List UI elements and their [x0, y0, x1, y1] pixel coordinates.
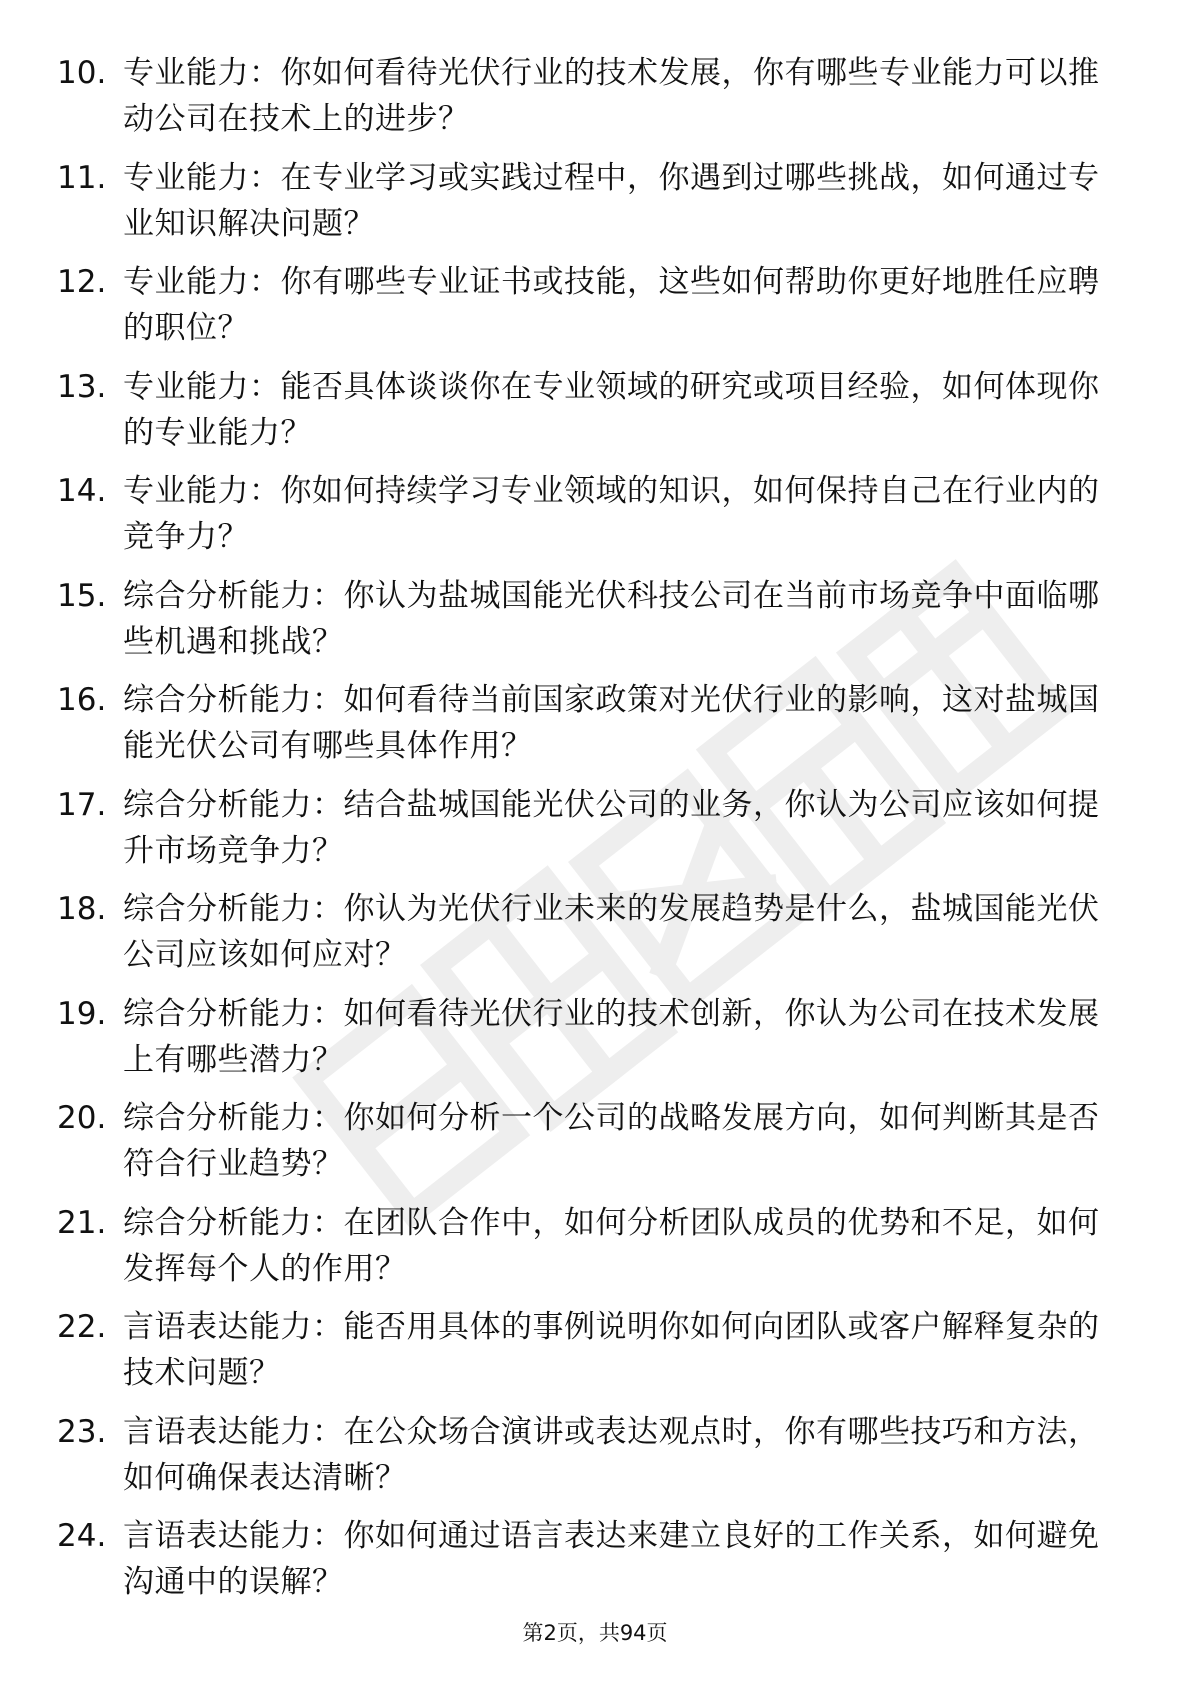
question-text: 专业能力：你有哪些专业证书或技能，这些如何帮助你更好地胜任应聘的职位？ — [123, 264, 1100, 346]
question-item-13 — [57, 364, 1117, 469]
question-number: 24. — [57, 1518, 107, 1554]
question-number: 23. — [57, 1413, 107, 1450]
question-text: 言语表达能力：你如何通过语言表达来建立良好的工作关系，如何避免沟通中的误解？ — [123, 1518, 1100, 1600]
question-item-22 — [57, 1304, 1117, 1409]
question-item-10 — [57, 50, 1117, 155]
question-number: 12. — [57, 264, 107, 300]
question-number: 16. — [57, 682, 107, 718]
question-item-21 — [57, 1200, 1117, 1305]
question-number: 21. — [57, 1204, 107, 1241]
question-number: 11. — [57, 159, 107, 196]
question-number: 14. — [57, 473, 107, 509]
question-number: 13. — [57, 368, 107, 405]
question-number: 10. — [57, 55, 107, 91]
question-text: 综合分析能力：在团队合作中，如何分析团队成员的优势和不足，如何发挥每个人的作用？ — [123, 1204, 1100, 1287]
question-text: 专业能力：能否具体谈谈你在专业领域的研究或项目经验，如何体现你的专业能力？ — [123, 368, 1100, 451]
question-text: 综合分析能力：你认为光伏行业未来的发展趋势是什么，盐城国能光伏公司应该如何应对？ — [123, 891, 1100, 973]
question-item-14 — [57, 468, 1117, 573]
question-text: 综合分析能力：你认为盐城国能光伏科技公司在当前市场竞争中面临哪些机遇和挑战？ — [123, 577, 1100, 660]
question-text: 专业能力：你如何持续学习专业领域的知识，如何保持自己在行业内的竞争力？ — [123, 473, 1100, 555]
question-item-16 — [57, 677, 1117, 782]
question-text: 综合分析能力：你如何分析一个公司的战略发展方向，如何判断其是否符合行业趋势？ — [123, 1100, 1100, 1182]
question-text: 言语表达能力：在公众场合演讲或表达观点时，你有哪些技巧和方法，如何确保表达清晰？ — [123, 1413, 1100, 1496]
question-list — [57, 50, 1117, 1618]
question-item-19 — [57, 991, 1117, 1096]
question-text: 言语表达能力：能否用具体的事例说明你如何向团队或客户解释复杂的技术问题？ — [123, 1309, 1100, 1391]
question-number: 19. — [57, 995, 107, 1032]
question-item-12 — [57, 259, 1117, 364]
question-item-24 — [57, 1513, 1117, 1618]
question-number: 18. — [57, 891, 107, 927]
question-item-17 — [57, 782, 1117, 887]
question-item-23 — [57, 1409, 1117, 1514]
question-item-11 — [57, 155, 1117, 260]
question-text: 专业能力：在专业学习或实践过程中，你遇到过哪些挑战，如何通过专业知识解决问题？ — [123, 159, 1100, 242]
question-text: 综合分析能力：结合盐城国能光伏公司的业务，你认为公司应该如何提升市场竞争力？ — [123, 786, 1100, 869]
page-footer: 第2页，共94页 — [522, 1621, 668, 1645]
question-item-18 — [57, 886, 1117, 991]
question-item-20 — [57, 1095, 1117, 1200]
question-text: 专业能力：你如何看待光伏行业的技术发展，你有哪些专业能力可以推动公司在技术上的进步？ — [123, 55, 1100, 137]
question-number: 20. — [57, 1100, 107, 1136]
question-number: 15. — [57, 577, 107, 614]
question-number: 22. — [57, 1309, 107, 1345]
question-item-15 — [57, 573, 1117, 678]
question-text: 综合分析能力：如何看待当前国家政策对光伏行业的影响，这对盐城国能光伏公司有哪些具体作用？ — [123, 682, 1100, 764]
question-text: 综合分析能力：如何看待光伏行业的技术创新，你认为公司在技术发展上有哪些潜力？ — [123, 995, 1100, 1078]
question-number: 17. — [57, 786, 107, 823]
